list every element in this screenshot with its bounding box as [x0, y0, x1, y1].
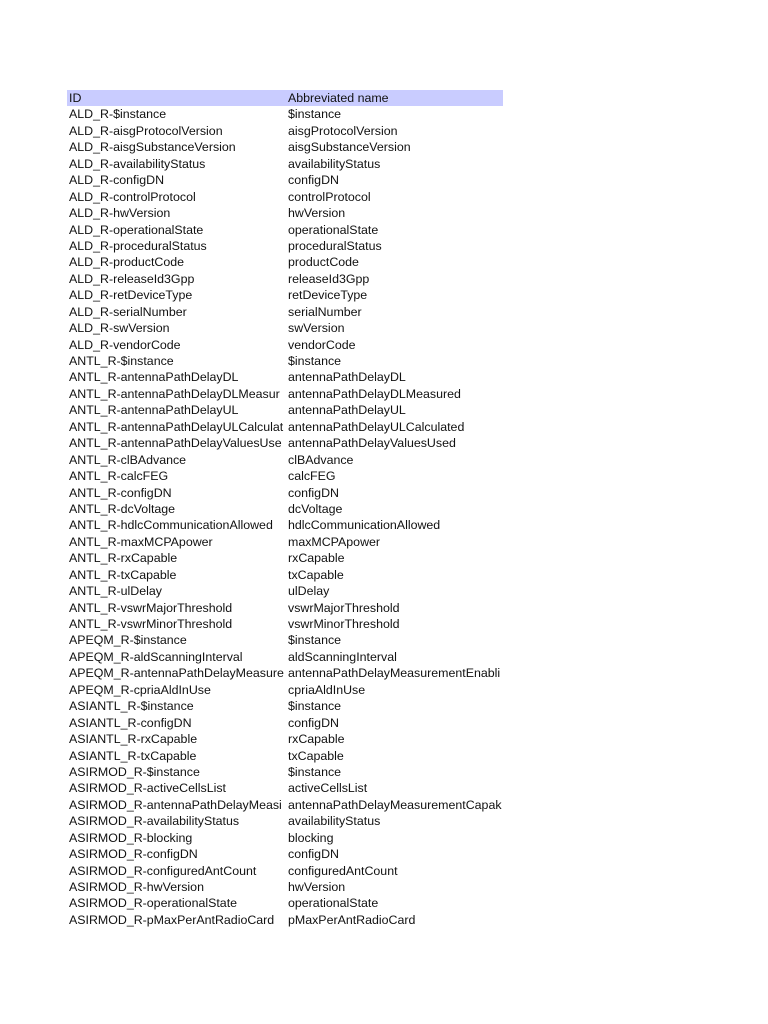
id-cell: ASIRMOD_R-$instance: [69, 764, 200, 779]
id-cell: ALD_R-productCode: [69, 255, 185, 270]
table-row: [67, 616, 503, 632]
table-row: [67, 550, 503, 566]
abbreviated-name-cell: antennaPathDelayULCalculated: [288, 419, 465, 434]
spreadsheet-table: [67, 90, 503, 928]
id-cell: ASIRMOD_R-availabilityStatus: [69, 814, 240, 829]
id-cell: ANTL_R-dcVoltage: [69, 501, 176, 516]
table-row: [67, 106, 503, 122]
id-cell: ANTL_R-configDN: [69, 485, 172, 500]
table-row: [67, 435, 503, 451]
id-cell: ANTL_R-ulDelay: [69, 584, 162, 599]
table-row: [67, 863, 503, 879]
id-cell: APEQM_R-cpriaAldInUse: [69, 682, 211, 697]
table-row: [67, 222, 503, 238]
table-row: [67, 320, 503, 336]
id-cell: ANTL_R-vswrMajorThreshold: [69, 600, 233, 615]
abbreviated-name-cell: ulDelay: [288, 584, 330, 599]
table-row: [67, 468, 503, 484]
table-body: [67, 106, 503, 928]
id-cell: ALD_R-vendorCode: [69, 337, 181, 352]
table-row: [67, 287, 503, 303]
table-row: [67, 682, 503, 698]
abbreviated-name-cell: configuredAntCount: [288, 863, 398, 878]
id-cell: ALD_R-$instance: [69, 107, 167, 122]
abbreviated-name-cell: $instance: [288, 107, 342, 122]
id-cell: ANTL_R-calcFEG: [69, 469, 169, 484]
id-cell: ASIRMOD_R-hwVersion: [69, 880, 204, 894]
table-row: [67, 846, 503, 862]
id-cell: ALD_R-operationalState: [69, 222, 204, 237]
id-cell: ALD_R-retDeviceType: [69, 288, 193, 303]
table-row: [67, 764, 503, 780]
abbreviated-name-cell: clBAdvance: [288, 452, 354, 467]
abbreviated-name-cell: availabilityStatus: [288, 814, 381, 829]
table-row: [67, 731, 503, 747]
table-row: [67, 139, 503, 155]
table-row: [67, 304, 503, 320]
id-cell: ANTL_R-antennaPathDelayDL: [69, 370, 239, 385]
id-cell: ASIANTL_R-rxCapable: [69, 732, 198, 747]
id-cell: ANTL_R-$instance: [69, 354, 174, 368]
table-row: [67, 748, 503, 764]
abbreviated-name-cell: rxCapable: [288, 551, 345, 566]
abbreviated-name-cell: blocking: [288, 830, 334, 845]
abbreviated-name-cell: $instance: [288, 699, 342, 714]
table-row: [67, 534, 503, 550]
table-row: [67, 123, 503, 139]
abbreviated-name-cell: antennaPathDelayMeasurementEnabli: [288, 666, 501, 681]
abbreviated-name-cell: controlProtocol: [288, 189, 371, 204]
id-cell: ALD_R-serialNumber: [69, 304, 187, 319]
abbreviated-name-cell: configDN: [288, 173, 339, 188]
abbreviated-name-cell: calcFEG: [288, 469, 336, 484]
abbreviated-name-cell: dcVoltage: [288, 501, 343, 516]
abbreviated-name-cell: antennaPathDelayMeasurementCapak: [288, 797, 502, 812]
id-cell: ALD_R-hwVersion: [69, 206, 171, 221]
table-row: [67, 600, 503, 616]
abbreviated-name-cell: operationalState: [288, 896, 379, 911]
table-row: [67, 402, 503, 418]
id-cell: ANTL_R-rxCapable: [69, 551, 178, 566]
abbreviated-name-cell: rxCapable: [288, 732, 345, 747]
table-row: [67, 830, 503, 846]
abbreviated-name-cell: hwVersion: [288, 880, 346, 894]
table-row: [67, 172, 503, 188]
table-row: [67, 485, 503, 501]
table-row: [67, 238, 503, 254]
id-cell: ASIANTL_R-configDN: [69, 715, 192, 730]
id-cell: ANTL_R-antennaPathDelayULCalculat: [69, 419, 284, 434]
abbreviated-name-cell: productCode: [288, 255, 359, 270]
id-cell: ASIRMOD_R-activeCellsList: [69, 781, 226, 796]
table-row: [67, 337, 503, 353]
table-row: [67, 813, 503, 829]
table-row: [67, 189, 503, 205]
abbreviated-name-cell: activeCellsList: [288, 781, 368, 796]
abbreviated-name-cell: vswrMajorThreshold: [288, 600, 400, 615]
header-abbreviated-name: Abbreviated name: [288, 91, 389, 105]
id-cell: ALD_R-availabilityStatus: [69, 156, 206, 171]
id-cell: ANTL_R-antennaPathDelayValuesUse: [69, 436, 282, 451]
abbreviated-name-cell: releaseId3Gpp: [288, 271, 370, 286]
id-cell: ANTL_R-clBAdvance: [69, 452, 187, 467]
id-cell: ALD_R-proceduralStatus: [69, 238, 207, 253]
table-row: [67, 797, 503, 813]
id-cell: ANTL_R-antennaPathDelayDLMeasur: [69, 386, 280, 401]
table-row: [67, 879, 503, 895]
id-cell: ANTL_R-vswrMinorThreshold: [69, 617, 233, 631]
id-cell: ASIRMOD_R-blocking: [69, 830, 193, 845]
abbreviated-name-cell: hwVersion: [288, 206, 346, 221]
abbreviated-name-cell: antennaPathDelayUL: [288, 403, 406, 418]
id-cell: ASIRMOD_R-configuredAntCount: [69, 863, 257, 878]
abbreviated-name-cell: antennaPathDelayValuesUsed: [288, 436, 456, 451]
table-row: [67, 912, 503, 928]
id-cell: ALD_R-controlProtocol: [69, 189, 196, 204]
abbreviated-name-cell: $instance: [288, 764, 342, 779]
abbreviated-name-cell: aisgSubstanceVersion: [288, 140, 411, 155]
abbreviated-name-cell: $instance: [288, 354, 342, 368]
abbreviated-name-cell: proceduralStatus: [288, 238, 382, 253]
abbreviated-name-cell: availabilityStatus: [288, 156, 381, 171]
table-row: [67, 583, 503, 599]
abbreviated-name-cell: cpriaAldInUse: [288, 682, 366, 697]
header-id: ID: [69, 91, 82, 105]
id-cell: APEQM_R-aldScanningInterval: [69, 649, 243, 664]
abbreviated-name-cell: configDN: [288, 847, 339, 862]
id-cell: ASIANTL_R-txCapable: [69, 748, 197, 763]
table-row: [67, 353, 503, 369]
table-row: [67, 205, 503, 221]
id-cell: ASIRMOD_R-pMaxPerAntRadioCard: [69, 912, 275, 927]
id-cell: ALD_R-releaseId3Gpp: [69, 271, 195, 286]
abbreviated-name-cell: hdlcCommunicationAllowed: [288, 518, 441, 533]
id-cell: ANTL_R-antennaPathDelayUL: [69, 403, 239, 418]
abbreviated-name-cell: operationalState: [288, 222, 379, 237]
id-cell: APEQM_R-$instance: [69, 633, 187, 648]
abbreviated-name-cell: txCapable: [288, 567, 344, 582]
table-row: [67, 715, 503, 731]
table-row: [67, 419, 503, 435]
abbreviated-name-cell: swVersion: [288, 321, 345, 336]
id-cell: ALD_R-aisgSubstanceVersion: [69, 140, 236, 155]
abbreviated-name-cell: configDN: [288, 485, 339, 500]
table-row: [67, 369, 503, 385]
table-row: [67, 649, 503, 665]
abbreviated-name-cell: $instance: [288, 633, 342, 648]
table-header-row: [67, 90, 503, 106]
table-row: [67, 665, 503, 681]
id-cell: ASIRMOD_R-antennaPathDelayMeasi: [69, 797, 282, 812]
abbreviated-name-cell: configDN: [288, 715, 339, 730]
id-cell: ASIRMOD_R-configDN: [69, 847, 198, 862]
table-row: [67, 254, 503, 270]
id-cell: ALD_R-swVersion: [69, 321, 170, 336]
abbreviated-name-cell: vswrMinorThreshold: [288, 617, 400, 631]
abbreviated-name-cell: serialNumber: [288, 304, 362, 319]
table-row: [67, 452, 503, 468]
table-row: [67, 632, 503, 648]
table-row: [67, 895, 503, 911]
id-cell: ANTL_R-hdlcCommunicationAllowed: [69, 518, 273, 533]
table-row: [67, 271, 503, 287]
table-row: [67, 567, 503, 583]
abbreviated-name-cell: aisgProtocolVersion: [288, 123, 398, 138]
abbreviated-name-cell: txCapable: [288, 748, 344, 763]
table-row: [67, 386, 503, 402]
abbreviated-name-cell: antennaPathDelayDL: [288, 370, 406, 385]
id-cell: ALD_R-configDN: [69, 173, 165, 188]
id-cell: APEQM_R-antennaPathDelayMeasure: [69, 666, 284, 681]
abbreviated-name-cell: antennaPathDelayDLMeasured: [288, 386, 461, 401]
table-row: [67, 517, 503, 533]
table-row: [67, 698, 503, 714]
id-cell: ANTL_R-txCapable: [69, 567, 177, 582]
table-row: [67, 501, 503, 517]
id-cell: ASIRMOD_R-operationalState: [69, 896, 238, 911]
id-cell: ALD_R-aisgProtocolVersion: [69, 123, 223, 138]
abbreviated-name-cell: vendorCode: [288, 337, 356, 352]
abbreviated-name-cell: maxMCPApower: [288, 534, 381, 549]
id-cell: ANTL_R-maxMCPApower: [69, 534, 213, 549]
abbreviated-name-cell: retDeviceType: [288, 288, 368, 303]
table-row: [67, 156, 503, 172]
table-row: [67, 780, 503, 796]
id-cell: ASIANTL_R-$instance: [69, 699, 194, 714]
abbreviated-name-cell: aldScanningInterval: [288, 649, 397, 664]
abbreviated-name-cell: pMaxPerAntRadioCard: [288, 912, 416, 927]
